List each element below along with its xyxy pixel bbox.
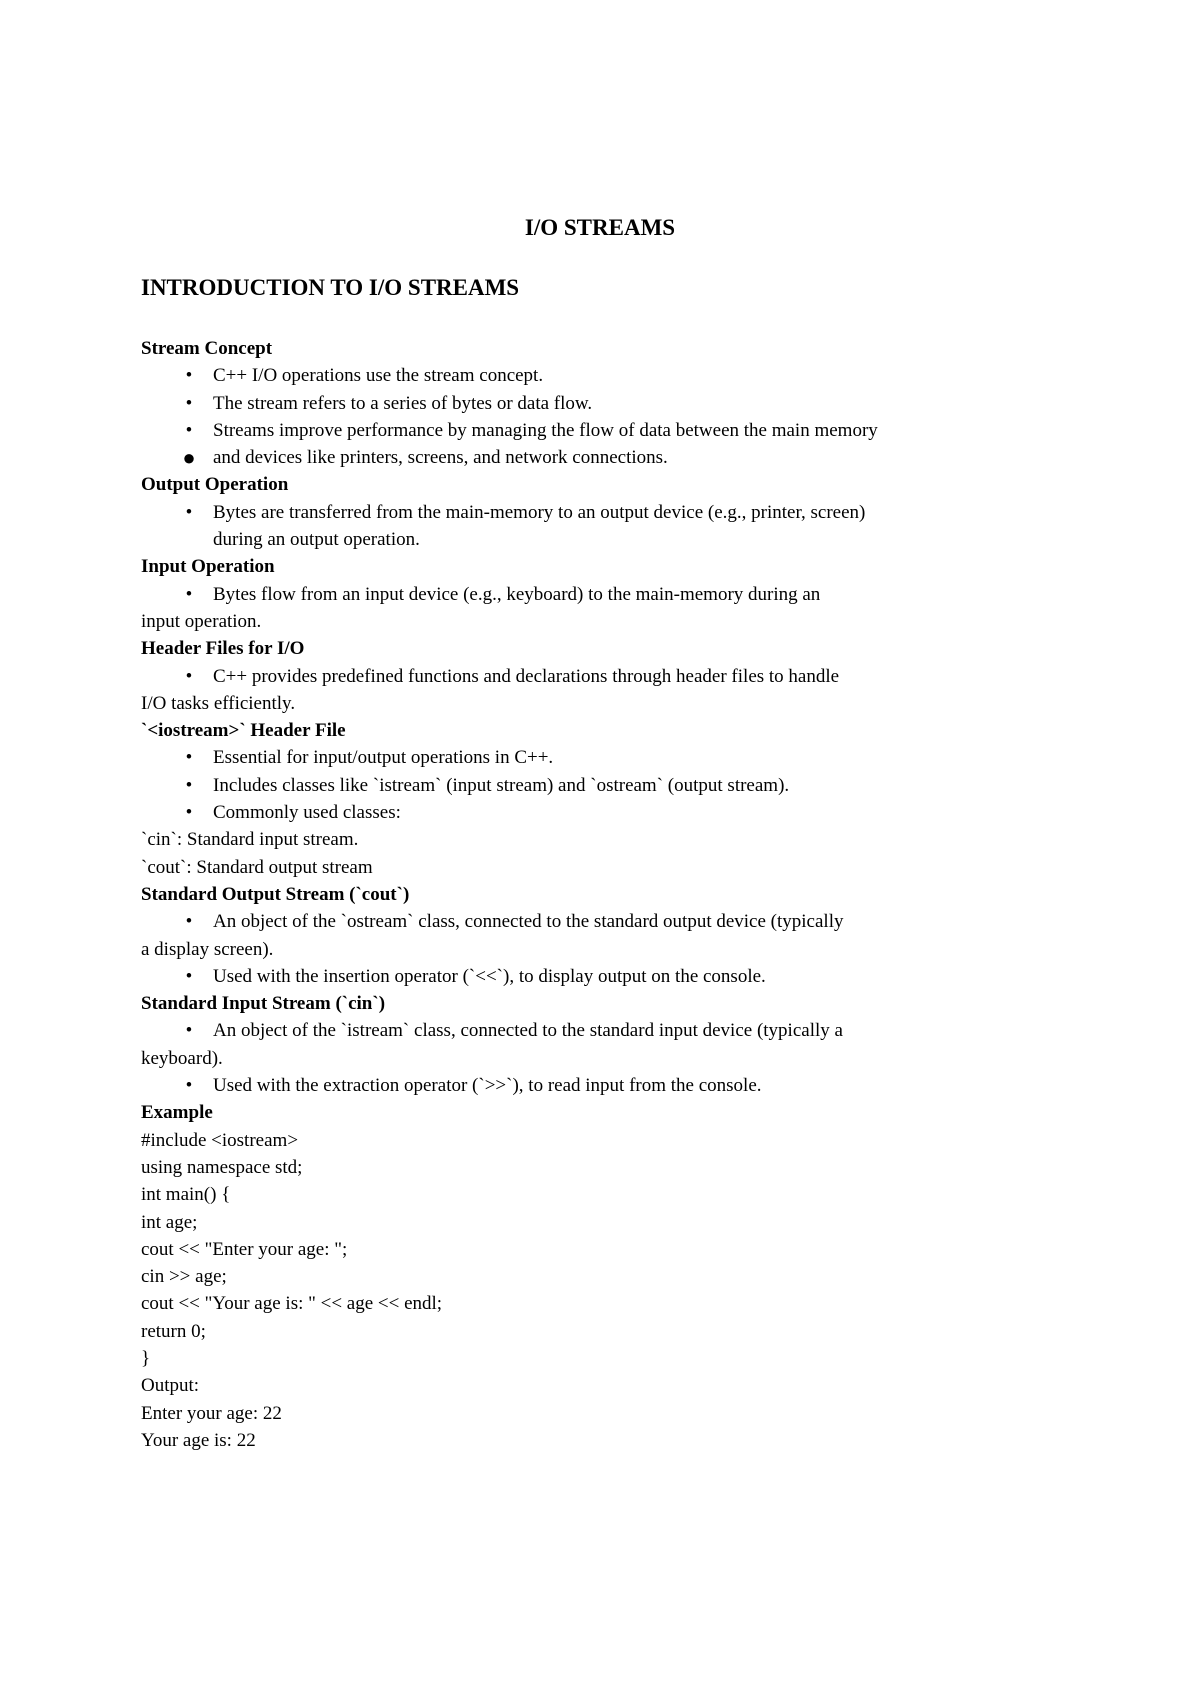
code-line: cin >> age; xyxy=(141,1266,227,1288)
output-line: Enter your age: 22 xyxy=(141,1402,282,1424)
bullet-icon: • xyxy=(185,365,193,387)
list-item-continuation: input operation. xyxy=(141,610,262,632)
bullet-icon: • xyxy=(185,419,193,441)
bullet-icon: • xyxy=(185,392,193,414)
list-item xyxy=(141,772,1071,799)
document-body xyxy=(141,335,1071,1454)
code-line: int age; xyxy=(141,1211,198,1233)
class-description-cout: `cout`: Standard output stream xyxy=(141,856,373,878)
bullet-icon: • xyxy=(185,665,193,687)
list-item-text: Bytes flow from an input device (e.g., keyboard) to the main-memory during an xyxy=(213,583,821,605)
section-heading-introduction: INTRODUCTION TO I/O STREAMS xyxy=(141,275,520,300)
list-item-text: Commonly used classes: xyxy=(213,802,401,824)
list-item xyxy=(141,390,1071,417)
list-item-continuation: during an output operation. xyxy=(213,529,420,551)
subheading-standard-output: Standard Output Stream (`cout`) xyxy=(141,883,410,905)
bullet-icon: • xyxy=(185,1075,193,1097)
list-item-text: Streams improve performance by managing the flow of data between the main memory xyxy=(213,419,878,441)
list-item-text: Includes classes like `istream` (input stream) and `ostream` (output stream). xyxy=(213,774,790,796)
code-line: #include <iostream> xyxy=(141,1129,299,1151)
list-item-text: An object of the `ostream` class, connected to the standard output device (typically xyxy=(213,911,844,933)
list-item xyxy=(141,908,1071,935)
subheading-output-operation: Output Operation xyxy=(141,474,289,496)
bullet-icon: • xyxy=(185,1020,193,1042)
list-item-text: An object of the `istream` class, connected to the standard input device (typically a xyxy=(213,1020,843,1042)
code-example xyxy=(141,1127,1071,1373)
list-item-text: Used with the extraction operator (`>>`), to read input from the console. xyxy=(213,1075,762,1097)
list-item-continuation: a display screen). xyxy=(141,938,274,960)
bullet-icon: • xyxy=(185,501,193,523)
list-item-continuation: keyboard). xyxy=(141,1047,223,1069)
bullet-icon: • xyxy=(185,802,193,824)
bullet-icon: • xyxy=(185,747,193,769)
subheading-standard-input: Standard Input Stream (`cin`) xyxy=(141,993,386,1015)
bullet-icon: • xyxy=(185,774,193,796)
code-line: int main() { xyxy=(141,1184,231,1206)
list-item-text: C++ I/O operations use the stream concept. xyxy=(213,365,544,387)
list-item-text: and devices like printers, screens, and network connections. xyxy=(213,447,668,469)
bullet-icon: ● xyxy=(182,445,196,471)
output-label: Output: xyxy=(141,1375,200,1397)
bullet-icon: • xyxy=(185,583,193,605)
list-item xyxy=(141,362,1071,389)
list-item xyxy=(141,1072,1071,1099)
code-line: cout << "Your age is: " << age << endl; xyxy=(141,1293,443,1315)
code-line: using namespace std; xyxy=(141,1156,303,1178)
subheading-input-operation: Input Operation xyxy=(141,556,275,578)
list-item-text: Used with the insertion operator (`<<`), to display output on the console. xyxy=(213,965,766,987)
list-item xyxy=(141,417,1071,444)
list-item-text: Bytes are transferred from the main-memory to an output device (e.g., printer, screen) xyxy=(213,501,866,523)
output-line: Your age is: 22 xyxy=(141,1429,256,1451)
list-item xyxy=(141,963,1071,990)
code-line: } xyxy=(141,1347,151,1369)
list-item xyxy=(141,581,1071,608)
code-line: cout << "Enter your age: "; xyxy=(141,1238,348,1260)
bullet-icon: • xyxy=(185,965,193,987)
subheading-iostream-header: `<iostream>` Header File xyxy=(141,720,346,742)
list-item xyxy=(141,744,1071,771)
list-item xyxy=(141,799,1071,826)
subheading-example: Example xyxy=(141,1102,213,1124)
list-item-continuation: I/O tasks efficiently. xyxy=(141,692,296,714)
list-item xyxy=(141,444,1071,471)
document-title: I/O STREAMS xyxy=(524,215,676,240)
list-item-text: C++ provides predefined functions and declarations through header files to handle xyxy=(213,665,840,687)
class-description-cin: `cin`: Standard input stream. xyxy=(141,829,359,851)
list-item xyxy=(141,663,1071,690)
list-item-text: The stream refers to a series of bytes or data flow. xyxy=(213,392,593,414)
list-item xyxy=(141,1017,1071,1044)
list-item-text: Essential for input/output operations in C++. xyxy=(213,747,554,769)
subheading-stream-concept: Stream Concept xyxy=(141,338,273,359)
code-line: return 0; xyxy=(141,1320,206,1342)
list-item xyxy=(141,499,1071,526)
subheading-header-files: Header Files for I/O xyxy=(141,638,305,660)
bullet-icon: • xyxy=(185,911,193,933)
